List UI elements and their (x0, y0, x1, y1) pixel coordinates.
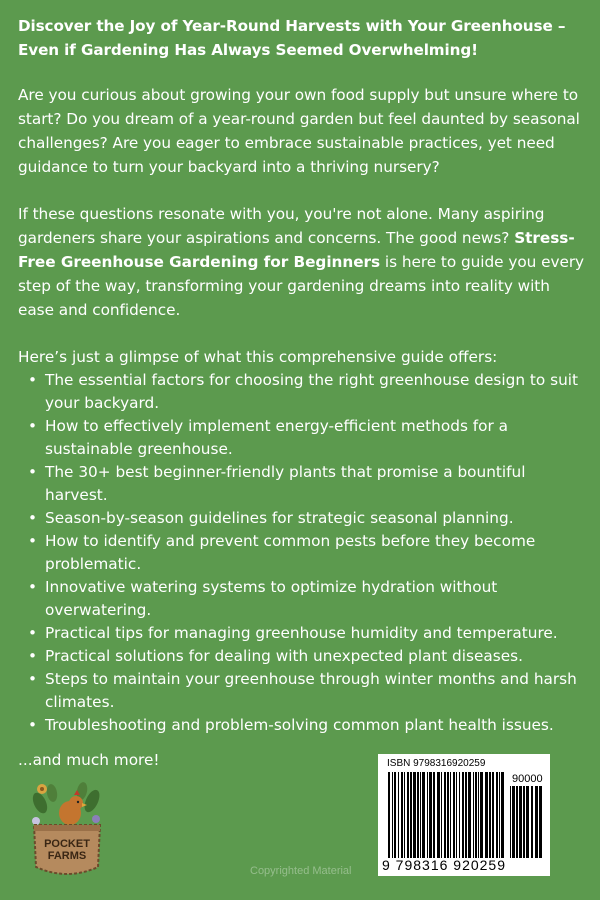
barcode-bar (453, 772, 455, 858)
barcode-bar (480, 772, 483, 858)
barcode-bar (427, 772, 428, 858)
list-item (18, 668, 586, 714)
bullet-icon: • (28, 670, 38, 688)
list-item-text: How to effectively implement energy-efficient methods for a sustainable greenhouse. (45, 417, 509, 458)
barcode-bar (441, 772, 442, 858)
paragraph-two (18, 202, 586, 322)
list-item (18, 369, 586, 415)
barcode-bar (535, 786, 538, 858)
list-item-text: Troubleshooting and problem-solving common plant health issues. (45, 716, 554, 734)
list-item-text: The essential factors for choosing the right greenhouse design to suit your backyard. (45, 371, 579, 412)
list-item (18, 576, 586, 622)
list-item-text: Practical solutions for dealing with unexpected plant diseases. (45, 647, 523, 665)
barcode-bar (489, 772, 491, 858)
barcode-bar (468, 772, 471, 858)
bullet-icon: • (28, 463, 38, 481)
list-item-text: Season-by-season guidelines for strategic seasonal planning. (45, 509, 514, 527)
barcode-bar (401, 772, 403, 858)
barcode-bar (437, 772, 440, 858)
bullet-icon: • (28, 509, 38, 527)
barcode-bar (413, 772, 416, 858)
headline: Discover the Joy of Year-Round Harvests with Your Greenhouse – Even if Gardening Has Always Seemed Overwhelming! (18, 17, 566, 59)
list-item (18, 461, 586, 507)
barcode-bar (450, 772, 451, 858)
list-intro: Here’s just a glimpse of what this comprehensive guide offers: (18, 348, 498, 366)
isbn-barcode (378, 754, 550, 876)
barcode-bar (465, 772, 467, 858)
bullet-icon: • (28, 647, 38, 665)
list-item (18, 645, 586, 668)
barcode-bar (478, 772, 479, 858)
book-title-bold: Stress-Free Greenhouse Gardening for Beginners (18, 229, 575, 271)
barcode-bar (519, 786, 522, 858)
pocket-farms-logo (26, 781, 108, 881)
barcode-bar (501, 772, 504, 858)
isbn-label: ISBN 9798316920259 (387, 758, 486, 769)
bullet-icon: • (28, 716, 38, 734)
barcode-bar (516, 786, 518, 858)
list-item (18, 507, 586, 530)
more-text: ...and much more! (18, 751, 160, 769)
logo-line-1: POCKET (44, 838, 90, 850)
barcode-bar (523, 786, 525, 858)
barcode-bar (433, 772, 435, 858)
list-item-text: The 30+ best beginner-friendly plants that promise a bountiful harvest. (45, 463, 526, 504)
list-item (18, 415, 586, 461)
logo-line-2: FARMS (47, 850, 87, 862)
bullet-icon: • (28, 578, 38, 596)
logo-wordmark (26, 838, 108, 862)
barcode-bar (398, 772, 399, 858)
barcode-bar (462, 772, 464, 858)
bullet-icon: • (28, 417, 38, 435)
barcode-bar (512, 786, 515, 858)
back-cover-text (18, 14, 586, 737)
barcode-bar (496, 772, 498, 858)
barcode-bar (420, 772, 421, 858)
barcode-bar (492, 772, 494, 858)
list-item-text: Steps to maintain your greenhouse through winter months and harsh climates. (45, 670, 577, 711)
list-item (18, 714, 586, 737)
list-item (18, 622, 586, 645)
paragraph-two-end: is here to guide you every step of the way, transforming your gardening dreams into reality with ease and confidence. (18, 253, 585, 319)
bullet-icon: • (28, 532, 38, 550)
logo-graphic-icon (26, 781, 108, 881)
paragraph-two-start: If these questions resonate with you, you're not alone. Many aspiring gardeners share your aspirations and concerns. The good news? (18, 205, 545, 247)
benefits-list (18, 369, 586, 737)
barcode-bar (510, 786, 511, 858)
barcode-bar (459, 772, 460, 858)
barcode-bar (539, 786, 542, 858)
barcode-bar (456, 772, 457, 858)
intro-paragraph: Are you curious about growing your own food supply but unsure where to start? Do you dream of a year-round garden but feel daunted by seasonal challenges? Are you eager to embrace sustainable practices, yet need guidance to turn your backyard into a thriving nursery? (18, 86, 580, 176)
barcode-bar (417, 772, 419, 858)
bullet-icon: • (28, 371, 38, 389)
list-item-text: How to identify and prevent common pests before they become problematic. (45, 532, 536, 573)
list-item-text: Innovative watering systems to optimize hydration without overwatering. (45, 578, 498, 619)
barcode-bar (404, 772, 405, 858)
list-item (18, 530, 586, 576)
addon-barcode-bars-icon (510, 786, 546, 858)
barcode-bar (392, 772, 393, 858)
barcode-bar (444, 772, 446, 858)
bullet-icon: • (28, 624, 38, 642)
barcode-bar (473, 772, 474, 858)
barcode-bar (447, 772, 449, 858)
barcode-bars-icon (388, 772, 506, 858)
barcode-bar (526, 786, 529, 858)
barcode-bar (429, 772, 432, 858)
barcode-bar (394, 772, 396, 858)
barcode-bar (410, 772, 412, 858)
isbn-digits: 9 798316 920259 (382, 857, 506, 873)
barcode-bar (475, 772, 477, 858)
barcode-bar (422, 772, 425, 858)
barcode-bar (499, 772, 500, 858)
price-code: 90000 (512, 773, 543, 785)
list-item-text: Practical tips for managing greenhouse humidity and temperature. (45, 624, 558, 642)
barcode-bar (388, 772, 390, 858)
copyright-watermark: Copyrighted Material (250, 865, 352, 877)
barcode-bar (531, 786, 533, 858)
barcode-bar (407, 772, 409, 858)
barcode-bar (485, 772, 488, 858)
